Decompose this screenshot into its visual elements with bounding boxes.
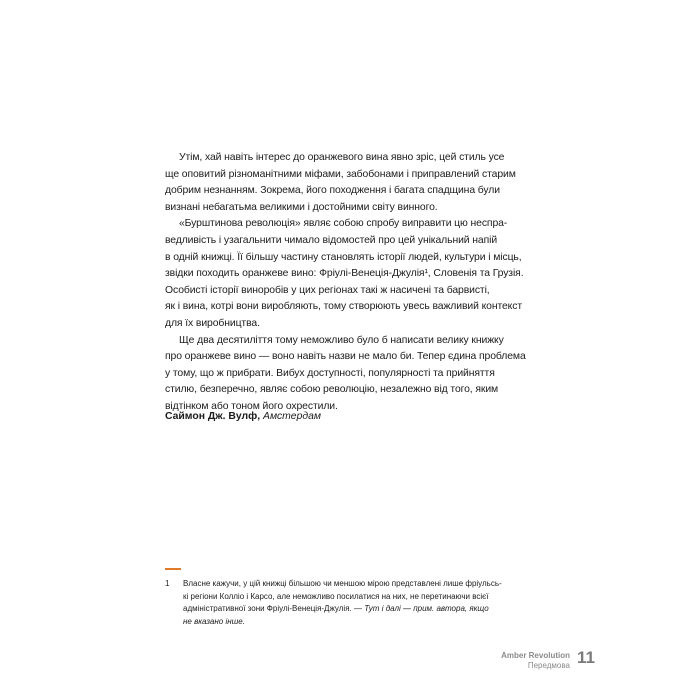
text-line: про оранжеве вино — воно навіть назви не мало би. Тепер єдина проблема: [165, 351, 526, 363]
book-title: Amber Revolution: [501, 651, 570, 660]
paragraph-3: [165, 333, 537, 416]
footnote-number: 1: [165, 579, 170, 588]
text-line: добрим незнанням. Зокрема, його походження і багата спадщина були: [165, 185, 500, 197]
text-line: ще оповитий різноманітними міфами, забобонами і приправлений старим: [165, 168, 516, 180]
text-line: Особисті історії виноробів у цих регіонах такі ж насичені та барвисті,: [165, 284, 490, 296]
text-line: ведливість і узагальнити чимало відомостей про цей унікальний напій: [165, 234, 498, 246]
running-footer: [501, 651, 570, 671]
text-line: Ще два десятиліття тому неможливо було б написати велику книжку: [179, 334, 504, 346]
section-name: Передмова: [527, 661, 570, 670]
text-line: відтінком або тоном його охрестили.: [165, 400, 338, 412]
footnote-line: кі регіони Колліо і Карсо, але неможливо посилатися на них, не перетинаючи всієї: [183, 591, 489, 601]
footnote-divider: [165, 568, 181, 570]
text-line: «Бурштинова революція» являє собою спробу виправити цю неспра-: [179, 218, 508, 230]
page-number: 11: [577, 648, 595, 667]
signature: [165, 409, 321, 425]
footnote-line: [183, 603, 537, 616]
text-line: Утім, хай навіть інтерес до оранжевого вина явно зріс, цей стиль усе: [179, 152, 505, 163]
body-text: [165, 150, 537, 416]
footnote-line-italic: Тут і далі — прим. автора, якщо: [364, 604, 489, 614]
text-line: для їх виробництва.: [165, 317, 260, 329]
text-line: у тому, що ж прибрати. Вибух доступності, популярності та прийняття: [165, 367, 495, 379]
paragraph-1: [165, 150, 537, 216]
text-line: визнані небагатьма великими і достойними світу винного.: [165, 201, 438, 213]
signature-author: Саймон Дж. Вулф,: [165, 411, 261, 422]
text-line: як і вина, котрі вони виробляють, тому створюють увесь важливий контекст: [165, 301, 522, 313]
footnote-text: [183, 578, 537, 628]
footnote-line: [183, 616, 537, 629]
footnote-line-normal: адміністративної зони Фріулі-Венеція-Джулія. —: [183, 604, 365, 614]
footnote-line-italic: не вказано інше.: [183, 616, 245, 626]
text-line: в одній книжці. Її більшу частину становлять історії людей, культури і місць,: [165, 251, 522, 263]
text-line: стилю, безперечно, являє собою революцію, незалежно від того, яким: [165, 384, 499, 396]
footnote-line: Власне кажучи, у цій книжці більшою чи меншою мірою представлені лише фріульсь-: [183, 579, 502, 588]
signature-place: Амстердам: [263, 411, 322, 422]
paragraph-2: [165, 216, 537, 332]
text-line: звідки походить оранжеве вино: Фріулі-Венеція-Джулія¹, Словенія та Грузія.: [165, 268, 524, 280]
